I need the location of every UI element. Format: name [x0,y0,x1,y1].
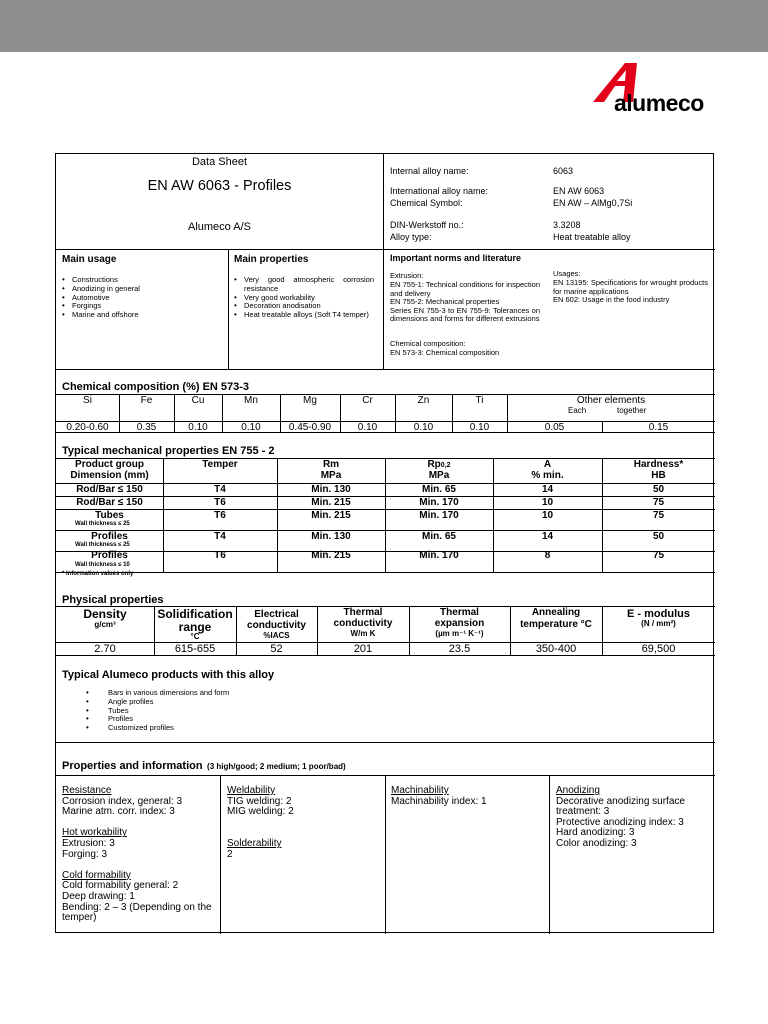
table-cell: Min. 170 [419,550,459,561]
table-cell: 14 [541,531,554,542]
column-header: E - modulus [627,608,690,620]
data-sheet-label: Data Sheet [191,156,248,168]
alloy-value: EN AW – AlMg0,7Si [553,198,633,208]
table-cell-note: Wall thickness ≤ 10 [75,562,130,568]
extrusion-label: Extrusion: [390,271,424,280]
column-header: range [178,620,212,634]
chemical-composition-norm: EN 573-3: Chemical composition [390,348,500,357]
column-header: MPa [428,470,450,481]
column-unit: °C [190,632,200,641]
column-header: Zn [417,395,430,406]
company-name: Alumeco A/S [188,221,251,233]
table-cell: 0.10 [241,422,261,433]
table-cell: Min. 65 [422,531,456,542]
table-cell: 0.20-0.60 [66,422,109,433]
table-cell: Profiles [91,550,128,561]
table-cell: 350-400 [535,643,577,655]
alloy-label: Chemical Symbol: [390,198,463,208]
table-cell: T4 [214,484,226,495]
column-unit: (µm m⁻¹ K⁻¹) [435,629,484,638]
property-line: Machinability index: 1 [391,795,487,807]
norm-line: EN 13195: Specifications for wrought products for marine applications [553,278,708,296]
column-header: Electrical [254,609,299,620]
column-header: Cu [191,395,205,406]
table-cell: 0.10 [413,422,434,433]
alloy-label: DIN-Werkstoff no.: [390,220,464,230]
machinability-column [391,786,547,807]
list-item: • Marine and offshore [62,311,222,320]
table-cell: Rod/Bar ≤ 150 [76,484,143,495]
property-line: Marine atm. corr. index: 3 [62,806,175,818]
list-item: • Angle profiles [86,698,229,707]
column-header: Ti [475,395,484,406]
table-cell: 0.10 [357,422,378,433]
alloy-value: 3.3208 [553,220,581,230]
column-unit: %IACS [263,631,290,640]
main-usage-list [62,276,222,320]
table-cell: 50 [652,531,665,542]
property-line: temper) [62,912,97,924]
weldability-column [227,786,383,860]
list-item: • Profiles [86,715,229,724]
norm-line: EN 602: Usage in the food industry [553,295,670,304]
column-header: Thermal [440,607,479,618]
column-header: HB [651,470,666,481]
column-header: Hardness* [633,459,684,470]
list-item: • Forgings [62,302,222,311]
table-cell: T6 [214,497,226,508]
column-header: Density [83,607,127,621]
divider [56,369,715,370]
divider [228,249,229,369]
chemical-title: Chemical composition (%) EN 573-3 [62,381,250,393]
table-cell: Min. 65 [422,484,456,495]
table-cell: 10 [541,497,554,508]
table-cell: 75 [652,510,665,521]
norm-line: Series EN 755-3 to EN 755-9: Tolerances on dimensions and forms for different extrusions [390,305,540,323]
column-header: Cr [362,395,373,406]
mechanical-title: Typical mechanical properties EN 755 - 2 [62,445,275,457]
column-header: Thermal [343,607,383,618]
table-cell: 0.10 [188,422,208,433]
table-cell: 52 [270,643,283,655]
table-cell: Profiles [91,531,128,542]
property-line: Cold formability general: 2 [62,880,179,892]
column-header: A [543,459,552,470]
alloy-value: 6063 [553,166,574,176]
alloy-value: Heat treatable alloy [553,232,631,242]
divider [56,572,715,573]
column-subheader: Each [568,406,587,415]
alumeco-logo [593,62,718,122]
column-header: Product group [75,459,144,470]
anodizing-column [556,786,712,850]
property-line: treatment: 3 [556,806,610,818]
norm-line: EN 755-1: Technical conditions for inspection and delivery [390,280,540,298]
list-item: • Anodizing in general [62,285,222,294]
alloy-label: International alloy name: [390,186,489,196]
divider [549,775,550,934]
column-header: Annealing [531,607,581,618]
table-cell: Tubes [95,510,124,521]
property-line: Corrosion index, general: 3 [62,795,183,807]
table-cell: Min. 130 [311,531,351,542]
table-cell: Min. 130 [311,484,351,495]
divider [220,775,221,934]
property-line: TIG welding: 2 [227,795,292,807]
column-header: Rm [322,459,340,470]
extrusion-norms [390,281,540,324]
table-cell: 23.5 [448,643,471,655]
table-cell: 0.15 [648,422,669,433]
mechanical-footnote: * Information values only [62,571,134,577]
column-header [385,459,493,470]
table-cell: 14 [541,484,554,495]
divider [383,154,384,369]
norm-line: EN 755-2: Mechanical properties [390,297,500,306]
alloy-label: Alloy type: [390,232,432,242]
table-cell: 75 [652,497,665,508]
main-usage-title: Main usage [62,254,117,265]
table-cell: 615-655 [174,643,216,655]
table-cell: Min. 215 [311,550,351,561]
properties-scale: (3 high/good; 2 medium; 1 poor/bad) [207,762,346,771]
column-header: Dimension (mm) [70,470,149,481]
anodizing-title: Anodizing [556,785,600,796]
properties-header [62,756,346,774]
solderability-title: Solderability [227,837,282,849]
main-properties-list [234,276,374,320]
property-line: Extrusion: 3 [62,837,115,849]
property-line: Bending: 2 – 3 (Depending on the [62,901,212,913]
list-item: • Automotive [62,294,222,303]
property-line: Decorative anodizing surface [556,795,685,807]
table-cell: T6 [214,510,226,521]
table-cell: Min. 170 [419,510,459,521]
column-header: Other elements [576,395,646,406]
cold-formability-title: Cold formability [62,869,131,881]
divider [56,742,715,743]
table-cell: Min. 215 [311,510,351,521]
table-cell: T6 [214,550,226,561]
list-item: • Tubes [86,707,229,716]
table-cell: 0.10 [469,422,490,433]
products-title: Typical Alumeco products with this alloy [62,669,275,681]
table-cell-note: Wall thickness ≤ 25 [75,542,130,548]
list-item: • Customized profiles [86,724,229,733]
column-header: Mn [244,395,258,406]
rp-subscript: 0,2 [440,462,451,469]
list-item: • Heat treatable alloys (Soft T4 temper) [234,311,374,320]
column-header: Si [83,395,92,406]
property-line: Hard anodizing: 3 [556,827,635,839]
rp-label: Rp [427,459,441,470]
table-cell: 201 [353,643,373,655]
table-cell: 10 [541,510,554,521]
hot-workability-title: Hot workability [62,827,128,839]
list-item: • Very good atmospheric corrosion resistance [234,276,374,294]
table-cell: 0.35 [136,422,157,433]
property-line: Forging: 3 [62,848,108,860]
table-cell: 75 [652,550,665,561]
resistance-title: Resistance [62,785,112,796]
physical-title: Physical properties [62,594,164,606]
column-header: % min. [531,470,564,481]
viewer-top-bar [0,0,768,52]
column-header: conductivity [247,620,306,631]
table-cell: Rod/Bar ≤ 150 [76,497,143,508]
property-line: MIG welding: 2 [227,806,294,818]
norms-title: Important norms and literature [390,253,522,263]
column-header: temperature °C [520,619,592,630]
table-cell: 50 [652,484,665,495]
table-cell: 8 [544,550,551,561]
column-header: MPa [320,470,342,481]
column-header: Mg [303,395,317,406]
list-item: • Decoration anodisation [234,302,374,311]
column-unit: W/m K [350,629,376,638]
chemical-composition-label: Chemical composition: [390,339,466,348]
column-header: Solidification [157,607,233,621]
property-line: Deep drawing: 1 [62,890,135,902]
table-cell: Min. 170 [419,497,459,508]
column-header: Temper [202,459,238,470]
table-cell: T4 [214,531,226,542]
column-unit: (N / mm²) [641,619,676,628]
usages-norms [553,279,708,305]
list-item: • Constructions [62,276,222,285]
column-unit: g/cm³ [94,620,116,629]
table-cell: 0.05 [544,422,565,433]
table-cell-note: Wall thickness ≤ 25 [75,521,130,527]
property-line: Color anodizing: 3 [556,837,637,849]
alloy-label: Internal alloy name: [390,166,469,176]
document-title: EN AW 6063 - Profiles [147,178,292,194]
property-line: 2 [227,848,233,860]
column-subheader: together [617,406,647,415]
column-header: Fe [140,395,153,406]
table-cell: 0.45-0.90 [288,422,332,433]
weldability-title: Weldability [227,785,276,796]
alloy-value: EN AW 6063 [553,186,605,196]
resistance-column [62,786,218,924]
column-header: expansion [434,618,485,629]
list-item: • Bars in various dimensions and form [86,689,229,698]
divider [385,775,386,934]
table-cell: Min. 215 [311,497,351,508]
usages-label: Usages: [553,269,581,278]
logo-wordmark: alumeco [614,90,704,116]
column-header: conductivity [333,618,393,629]
list-item: • Very good workability [234,294,374,303]
machinability-title: Machinability [391,785,449,796]
divider [56,249,715,250]
main-properties-title: Main properties [234,254,309,265]
property-line: Protective anodizing index: 3 [556,816,684,828]
table-cell: 69,500 [641,643,676,655]
properties-title: Properties and information [62,760,203,772]
data-sheet [55,153,714,933]
table-cell: 2.70 [94,643,116,655]
products-list [86,689,229,733]
